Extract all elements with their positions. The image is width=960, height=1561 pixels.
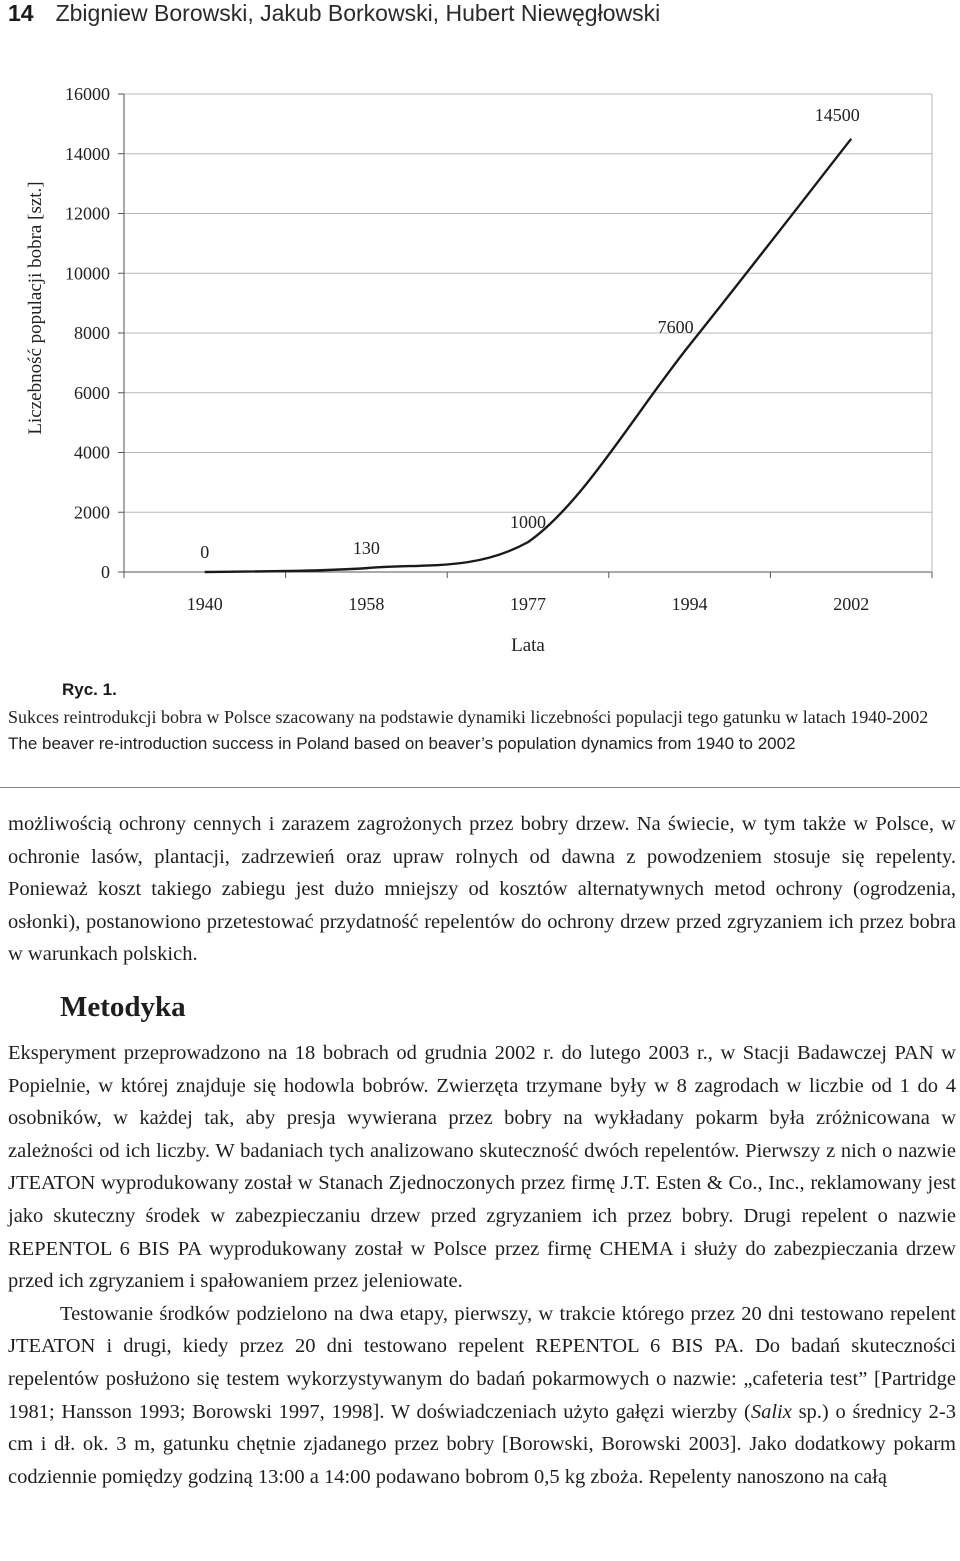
x-tick-label: 1940 [186,594,223,614]
data-label: 130 [352,538,380,559]
caption-label: Ryc. 1. [62,680,117,699]
y-tick-label: 8000 [74,323,110,343]
figure-caption [8,680,958,756]
authors: Zbigniew Borowski, Jakub Borkowski, Hubert Niewęgłowski [55,0,661,26]
species-name: Salix [750,1400,792,1423]
data-label: 7600 [657,316,694,337]
y-tick-label: 12000 [65,203,110,224]
paragraph-testing-part-1: Testowanie środków podzielono na dwa etapy, pierwszy, w trakcie którego przez 20 dni testowano repelent JTEATON i drugi, kiedy przez 20 dni testowano repelent REPENTOL 6 BIS PA. Do badań skuteczności repelentów posłużono się testem wykorzystywanym do badań pokarmowych o nazwie: „cafeteria test” [Partridge 1981; Hansson 1993; Borowski 1997, 1998]. W doświadczeniach użyto gałęzi wierzby ( [8,1302,956,1423]
y-tick-label: 6000 [74,382,110,403]
data-label: 1000 [510,512,546,533]
x-tick-label: 1958 [348,594,385,614]
y-tick-label: 2000 [74,502,110,523]
x-tick-label: 1977 [510,594,546,614]
x-axis-label: Lata [511,635,545,656]
paragraph-testing-part-2: sp.) o średnicy 2-3 cm i dł. ok. 3 m, gatunku chętnie zjadanego przez bobry [Borowski, Borowski 2003]. Jako dodatkowy pokarm codziennie pomiędzy godziną 13:00 a 14:00 podawano bobrom 0,5 kg zboża. Repelenty nanoszono na całą [8,1400,956,1488]
y-tick-label: 14000 [65,143,110,164]
x-tick-label: 1994 [671,594,708,614]
article-body [8,808,956,1493]
y-axis-label: Liczebność populacji bobra [szt.] [25,181,46,435]
paragraph-methods: Eksperyment przeprowadzono na 18 bobrach od grudnia 2002 r. do lutego 2003 r., w Stacji Badawczej PAN w Popielnie, w której znajduje się hodowla bobrów. Zwierzęta trzymane były w 8 zagrodach w liczbie od 1 do 4 osobników, w każdej tak, aby presja wywierana przez bobry na wykładany pokarm była zróżnicowana w zależności od ich liczby. W badaniach tych analizowano skuteczność dwóch repelentów. Pierwszy z nich o nazwie JTEATON wyprodukowany został w Stanach Zjednoczonych przez firmę J.T. Esten & Co., Inc., reklamowany jest jako skuteczny środek w zabezpieczaniu drzew przed zgryzaniem ich przez bobry. Drugi repelent o nazwie REPENTOL 6 BIS PA wyprodukowany został w Polsce przez firmę CHEMA i służy do zabezpieczania drzew przed ich zgryzaniem i spałowaniem przez jeleniowate. [8,1041,956,1293]
running-header [8,0,660,34]
y-tick-label: 10000 [65,263,110,284]
section-heading: Metodyka [60,990,186,1023]
caption-english: The beaver re-introduction success in Poland based on beaver’s population dynamics from 1940 to 2002 [8,734,796,753]
data-label: 14500 [814,104,860,125]
paragraph-intro: możliwością ochrony cennych i zarazem zagrożonych przez bobry drzew. Na świecie, w tym także w Polsce, w ochronie lasów, plantacji, zadrzewień oraz upraw rolnych od dawna z powodzeniem stosuje się repelenty. Ponieważ koszt takiego zabiegu jest dużo mniejszy od kosztów alternatywnych metod ochrony (ogrodzenia, osłonki), postanowiono przetestować przydatność repelentów do ochrony drzew przed zgryzaniem ich przez bobra w warunkach polskich. [8,813,956,966]
series-line [205,139,851,572]
data-label: 0 [200,542,210,562]
caption-divider [0,787,960,788]
page-number: 14 [8,0,34,26]
caption-polish: Sukces reintrodukcji bobra w Polsce szacowany na podstawie dynamiki liczebności populacji tego gatunku w latach 1940-2002 [8,707,929,727]
y-tick-label: 4000 [74,442,110,463]
paragraph-testing [8,1298,956,1494]
y-tick-label: 16000 [65,84,110,104]
x-tick-label: 2002 [833,594,870,614]
y-tick-label: 0 [101,562,110,582]
population-chart [0,66,960,666]
